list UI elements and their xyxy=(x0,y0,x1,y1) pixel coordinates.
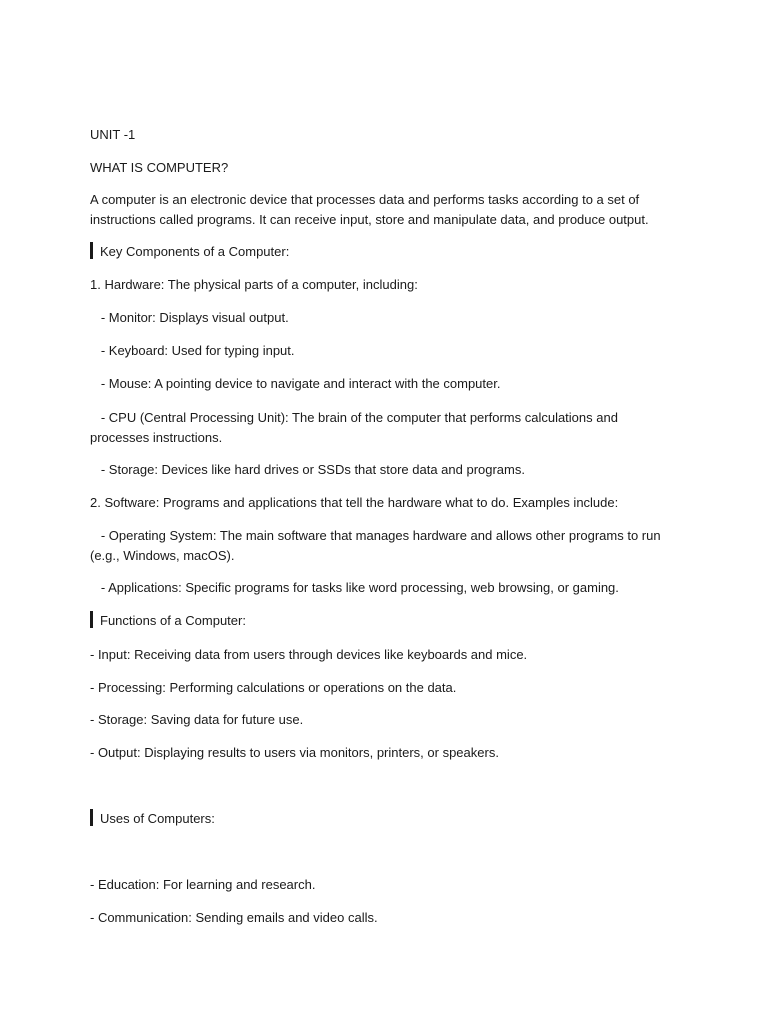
intro-paragraph: A computer is an electronic device that processes data and performs tasks according to a set of instructions called programs. It can receive input, store and manipulate data, and produce output. xyxy=(90,192,649,227)
use-education: - Education: For learning and research. xyxy=(90,877,316,892)
function-storage: - Storage: Saving data for future use. xyxy=(90,712,304,727)
function-processing: - Processing: Performing calculations or operations on the data. xyxy=(90,680,457,695)
function-output: - Output: Displaying results to users via monitors, printers, or speakers. xyxy=(90,745,499,760)
software-item: 2. Software: Programs and applications that tell the hardware what to do. Examples include: xyxy=(90,495,619,510)
function-input: - Input: Receiving data from users through devices like keyboards and mice. xyxy=(90,647,528,662)
os-item: - Operating System: The main software that manages hardware and allows other programs to run (e.g., Windows, macOS). xyxy=(90,528,665,563)
applications-item: - Applications: Specific programs for tasks like word processing, web browsing, or gaming. xyxy=(90,580,619,595)
heading-bar-icon xyxy=(90,611,93,628)
keyboard-item: - Keyboard: Used for typing input. xyxy=(90,343,295,358)
page-title: WHAT IS COMPUTER? xyxy=(90,160,229,175)
unit-label: UNIT -1 xyxy=(90,127,136,142)
functions-heading-text: Functions of a Computer: xyxy=(100,613,246,628)
hardware-item: 1. Hardware: The physical parts of a computer, including: xyxy=(90,277,418,292)
mouse-item: - Mouse: A pointing device to navigate and interact with the computer. xyxy=(90,376,501,391)
heading-bar-icon xyxy=(90,242,93,259)
uses-heading xyxy=(90,809,680,829)
heading-bar-icon xyxy=(90,809,93,826)
monitor-item: - Monitor: Displays visual output. xyxy=(90,310,289,325)
cpu-item: - CPU (Central Processing Unit): The brain of the computer that performs calculations and processes instructions. xyxy=(90,410,622,445)
use-communication: - Communication: Sending emails and video calls. xyxy=(90,910,378,925)
key-components-heading xyxy=(90,242,680,262)
uses-heading-text: Uses of Computers: xyxy=(100,811,215,826)
storage-item: - Storage: Devices like hard drives or SSDs that store data and programs. xyxy=(90,462,525,477)
functions-heading xyxy=(90,611,680,631)
key-components-heading-text: Key Components of a Computer: xyxy=(100,244,290,259)
